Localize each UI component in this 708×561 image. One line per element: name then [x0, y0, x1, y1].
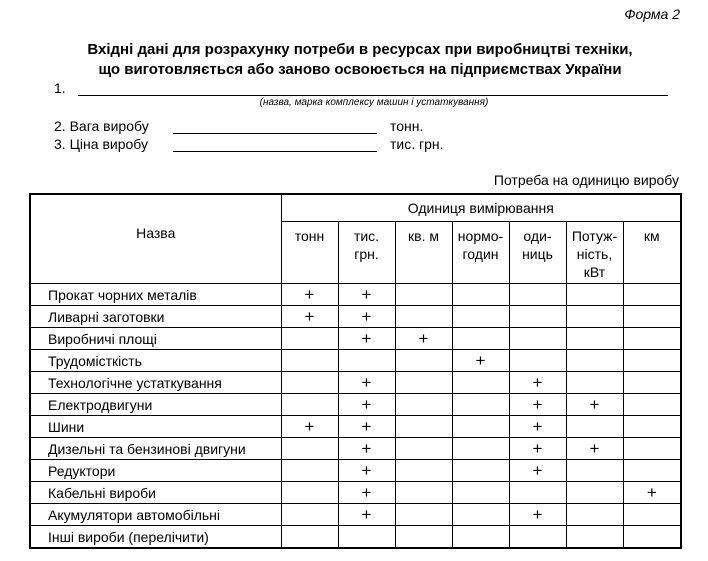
name-column-header: Назва	[30, 194, 281, 284]
table-row	[30, 394, 681, 416]
empty-cell	[452, 372, 509, 394]
empty-cell	[452, 438, 509, 460]
unit-header-line: тонн	[294, 228, 325, 244]
empty-cell	[395, 526, 452, 549]
plus-mark-cell: +	[509, 504, 566, 526]
resource-name-cell: Технологічне устаткування	[30, 372, 281, 394]
unit-column-header	[395, 222, 452, 284]
empty-cell	[452, 526, 509, 549]
empty-cell	[623, 306, 681, 328]
empty-cell	[566, 460, 623, 482]
empty-cell	[395, 372, 452, 394]
field-3-label: 3. Ціна виробу	[54, 136, 148, 152]
unit-header-line: нормо-	[457, 228, 504, 244]
table-caption: Потреба на одиницю виробу	[493, 172, 679, 188]
empty-cell	[281, 482, 338, 504]
table-row	[30, 306, 681, 328]
empty-cell	[281, 438, 338, 460]
plus-mark-cell: +	[338, 416, 395, 438]
unit-header-line: км	[643, 228, 660, 244]
empty-cell	[281, 328, 338, 350]
empty-cell	[566, 306, 623, 328]
empty-cell	[509, 284, 566, 306]
plus-mark-cell: +	[338, 394, 395, 416]
plus-mark-cell: +	[338, 284, 395, 306]
plus-mark-cell: +	[566, 394, 623, 416]
empty-cell	[281, 350, 338, 372]
plus-mark-cell: +	[281, 306, 338, 328]
field-1-hint: (назва, марка комплексу машин і устаткування)	[259, 97, 489, 108]
empty-cell	[566, 350, 623, 372]
table-row	[30, 284, 681, 306]
table-row	[30, 350, 681, 372]
plus-mark-cell: +	[452, 350, 509, 372]
empty-cell	[509, 526, 566, 549]
table-row	[30, 438, 681, 460]
units-group-header: Одиниця вимірювання	[281, 194, 681, 222]
unit-header-line: кв. м	[408, 228, 439, 244]
unit-column-header	[281, 222, 338, 284]
empty-cell	[623, 394, 681, 416]
resource-name-cell: Прокат чорних металів	[30, 284, 281, 306]
table-row	[30, 460, 681, 482]
empty-cell	[566, 328, 623, 350]
empty-cell	[338, 526, 395, 549]
heading-line-2: що виготовляється або заново освоюється на підприємствах України	[98, 61, 622, 78]
empty-cell	[452, 328, 509, 350]
field-1-number: 1.	[54, 80, 66, 96]
plus-mark-cell: +	[509, 394, 566, 416]
empty-cell	[623, 284, 681, 306]
table-row	[30, 504, 681, 526]
empty-cell	[395, 284, 452, 306]
empty-cell	[623, 416, 681, 438]
field-1-blank-line[interactable]	[78, 82, 668, 96]
empty-cell	[395, 416, 452, 438]
plus-mark-cell: +	[509, 416, 566, 438]
resource-name-cell: Інші вироби (перелічити)	[30, 526, 281, 549]
plus-mark-cell: +	[338, 328, 395, 350]
plus-mark-cell: +	[623, 482, 681, 504]
plus-mark-cell: +	[338, 438, 395, 460]
empty-cell	[452, 284, 509, 306]
empty-cell	[566, 482, 623, 504]
field-3-unit: тис. грн.	[390, 136, 444, 152]
field-2-blank-line[interactable]	[173, 120, 377, 134]
plus-mark-cell: +	[509, 460, 566, 482]
resource-name-cell: Акумулятори автомобільні	[30, 504, 281, 526]
empty-cell	[281, 460, 338, 482]
empty-cell	[452, 416, 509, 438]
unit-header-line: годин	[462, 246, 499, 262]
table-row	[30, 328, 681, 350]
empty-cell	[452, 394, 509, 416]
empty-cell	[623, 526, 681, 549]
field-3-blank-line[interactable]	[173, 138, 377, 152]
form-number-label: Форма 2	[624, 6, 680, 22]
unit-header-line: ниць	[522, 246, 553, 262]
resource-name-cell: Кабельні вироби	[30, 482, 281, 504]
field-2-unit: тонн.	[390, 118, 424, 134]
empty-cell	[566, 416, 623, 438]
resource-name-cell: Редуктори	[30, 460, 281, 482]
empty-cell	[338, 350, 395, 372]
empty-cell	[452, 504, 509, 526]
empty-cell	[566, 526, 623, 549]
empty-cell	[509, 482, 566, 504]
empty-cell	[395, 350, 452, 372]
unit-header-line: кВт	[583, 264, 606, 280]
empty-cell	[395, 394, 452, 416]
document-heading	[40, 40, 680, 80]
empty-cell	[509, 306, 566, 328]
unit-header-line: тис.	[353, 228, 380, 244]
empty-cell	[623, 504, 681, 526]
unit-header-line: грн.	[354, 246, 379, 262]
empty-cell	[623, 372, 681, 394]
empty-cell	[452, 482, 509, 504]
table-row	[30, 482, 681, 504]
empty-cell	[452, 306, 509, 328]
unit-header-line: Потуж-	[571, 228, 618, 244]
empty-cell	[566, 284, 623, 306]
empty-cell	[623, 438, 681, 460]
plus-mark-cell: +	[395, 328, 452, 350]
resource-name-cell: Дизельні та бензинові двигуни	[30, 438, 281, 460]
resource-name-cell: Трудомісткість	[30, 350, 281, 372]
plus-mark-cell: +	[566, 438, 623, 460]
unit-header-line: ність,	[576, 246, 613, 262]
empty-cell	[395, 306, 452, 328]
empty-cell	[509, 328, 566, 350]
resource-name-cell: Ливарні заготовки	[30, 306, 281, 328]
empty-cell	[395, 504, 452, 526]
empty-cell	[452, 460, 509, 482]
table-row	[30, 372, 681, 394]
plus-mark-cell: +	[281, 416, 338, 438]
empty-cell	[395, 482, 452, 504]
empty-cell	[395, 438, 452, 460]
empty-cell	[281, 526, 338, 549]
empty-cell	[395, 460, 452, 482]
empty-cell	[623, 350, 681, 372]
empty-cell	[623, 328, 681, 350]
empty-cell	[566, 504, 623, 526]
unit-column-header	[623, 222, 681, 284]
empty-cell	[281, 504, 338, 526]
empty-cell	[509, 350, 566, 372]
plus-mark-cell: +	[509, 372, 566, 394]
empty-cell	[623, 460, 681, 482]
resource-name-cell: Електродвигуни	[30, 394, 281, 416]
resource-table	[29, 193, 682, 549]
empty-cell	[566, 372, 623, 394]
field-2-label: 2. Вага виробу	[54, 118, 149, 134]
plus-mark-cell: +	[509, 438, 566, 460]
unit-column-header	[452, 222, 509, 284]
unit-column-header	[566, 222, 623, 284]
unit-column-header	[509, 222, 566, 284]
plus-mark-cell: +	[338, 460, 395, 482]
resource-name-cell: Шини	[30, 416, 281, 438]
heading-line-1: Вхідні дані для розрахунку потреби в ресурсах при виробництві техніки,	[87, 41, 633, 58]
resource-name-cell: Виробничі площі	[30, 328, 281, 350]
empty-cell	[281, 372, 338, 394]
table-row	[30, 416, 681, 438]
plus-mark-cell: +	[281, 284, 338, 306]
plus-mark-cell: +	[338, 372, 395, 394]
plus-mark-cell: +	[338, 306, 395, 328]
table-row	[30, 526, 681, 549]
plus-mark-cell: +	[338, 482, 395, 504]
unit-column-header	[338, 222, 395, 284]
plus-mark-cell: +	[338, 504, 395, 526]
empty-cell	[281, 394, 338, 416]
unit-header-line: оди-	[523, 228, 552, 244]
